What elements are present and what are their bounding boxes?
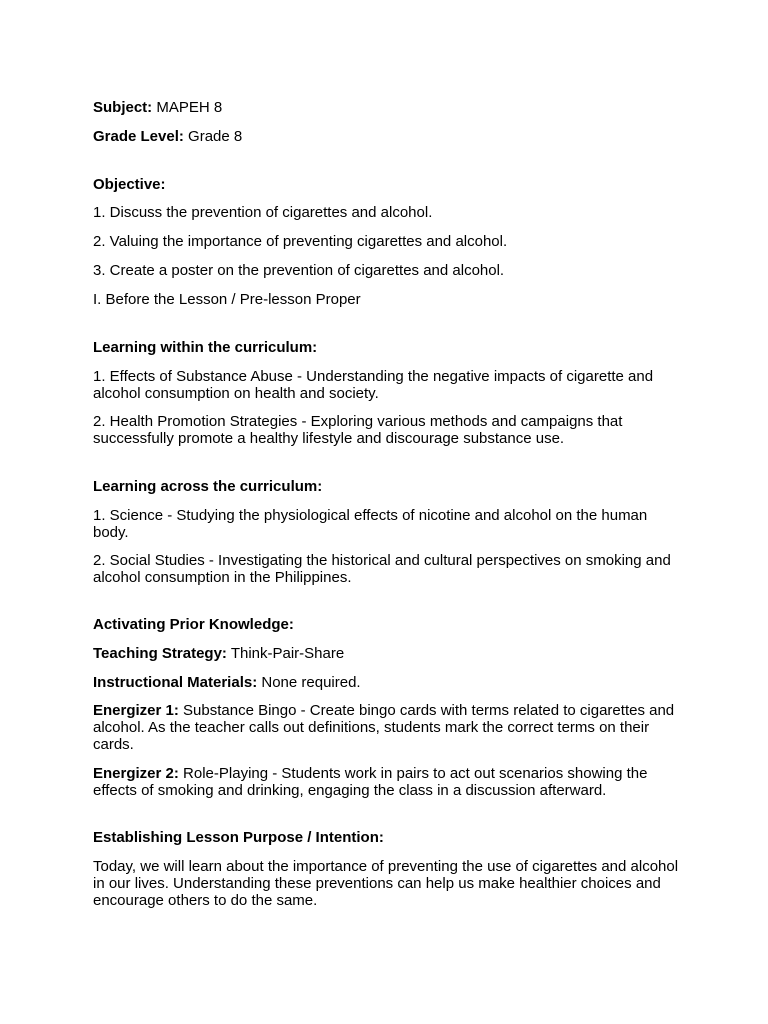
subject-label: Subject: [93,99,153,116]
across-curriculum-item: 1. Science - Studying the physiological effects of nicotine and alcohol on the human body. [93,507,648,541]
across-curriculum-item: 2. Social Studies - Investigating the historical and cultural perspectives on smoking and alcohol consumption in the Philippines. [93,552,671,586]
energizer-1-line [93,702,683,753]
subject-value: MAPEH 8 [156,99,223,116]
teaching-strategy-value: Think-Pair-Share [230,645,345,662]
energizer-2-text: Role-Playing - Students work in pairs to act out scenarios showing the effects of smoking and drinking, engaging the class in a discussion afterward. [93,765,648,799]
energizer-1-label: Energizer 1: [93,702,179,719]
lesson-purpose-heading: Establishing Lesson Purpose / Intention: [93,829,384,846]
subject-line [93,99,683,116]
lesson-purpose-text: Today, we will learn about the importance of preventing the use of cigarettes and alcohol in our lives. Understanding these preventions can help us make healthier choices and encourage others to do the same. [93,858,679,909]
teaching-strategy-label: Teaching Strategy: [93,645,227,662]
across-curriculum-heading: Learning across the curriculum: [93,478,323,495]
grade-level-line [93,128,683,145]
within-curriculum-heading: Learning within the curriculum: [93,339,318,356]
grade-level-value: Grade 8 [188,128,243,145]
instructional-materials-value: None required. [261,674,361,691]
section-before-lesson: I. Before the Lesson / Pre-lesson Proper [93,291,361,308]
within-curriculum-item: 1. Effects of Substance Abuse - Understanding the negative impacts of cigarette and alcohol consumption on health and society. [93,368,654,402]
instructional-materials-line [93,674,683,691]
energizer-1-text: Substance Bingo - Create bingo cards with terms related to cigarettes and alcohol. As the teacher calls out definitions, students mark the correct terms on their cards. [93,702,675,753]
grade-level-label: Grade Level: [93,128,184,145]
prior-knowledge-heading: Activating Prior Knowledge: [93,616,294,633]
objective-heading: Objective: [93,176,166,193]
instructional-materials-label: Instructional Materials: [93,674,258,691]
objective-item: 1. Discuss the prevention of cigarettes and alcohol. [93,204,433,221]
teaching-strategy-line [93,645,683,662]
energizer-2-label: Energizer 2: [93,765,179,782]
objective-item: 3. Create a poster on the prevention of cigarettes and alcohol. [93,262,505,279]
energizer-2-line [93,765,683,799]
within-curriculum-item: 2. Health Promotion Strategies - Exploring various methods and campaigns that successfully promote a healthy lifestyle and discourage substance use. [93,413,623,447]
objective-item: 2. Valuing the importance of preventing cigarettes and alcohol. [93,233,508,250]
